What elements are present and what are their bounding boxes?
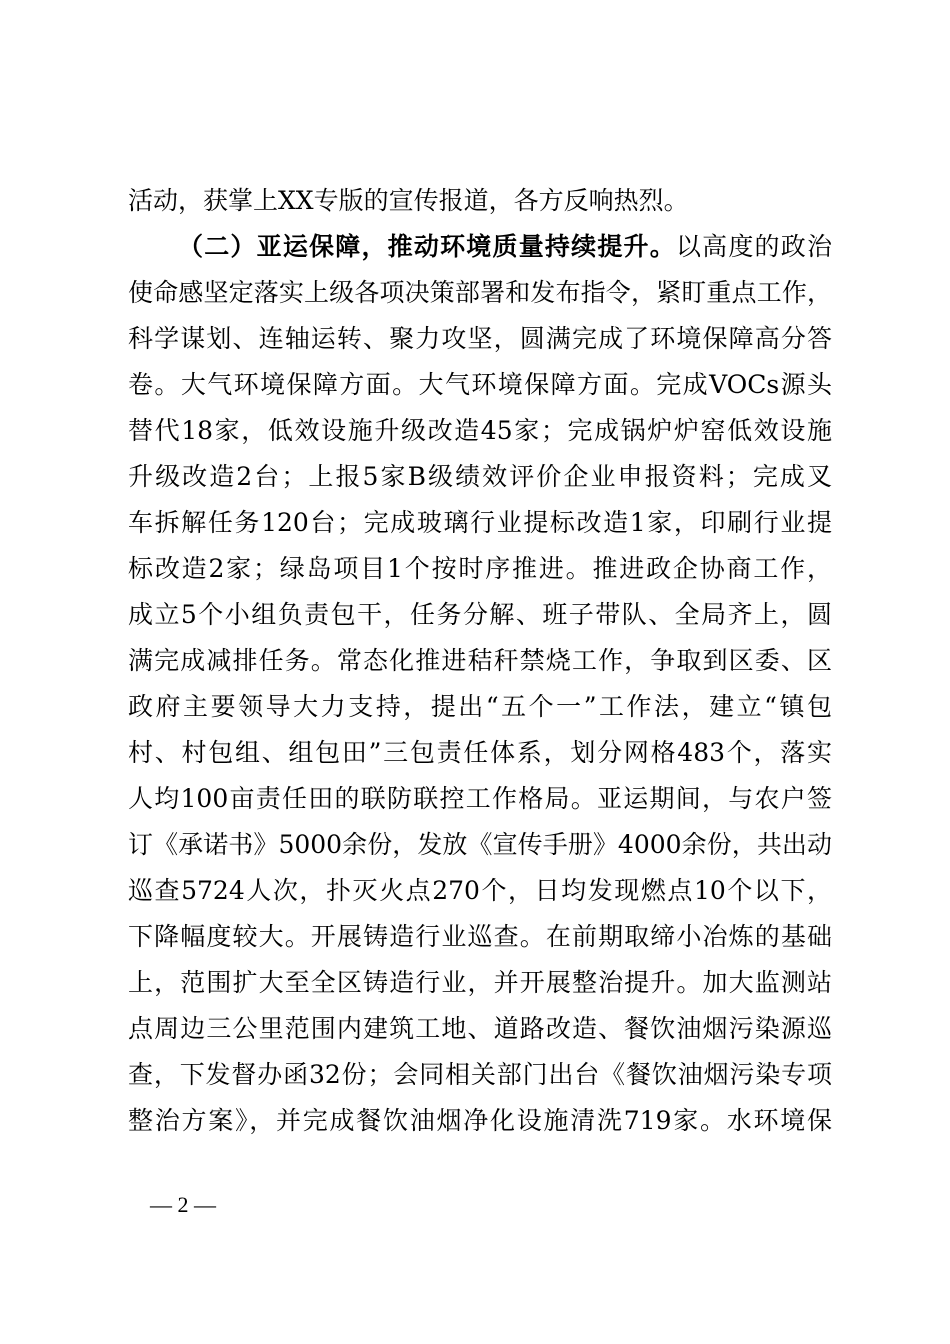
body-line-3: 使命感坚定落实上级各项决策部署和发布指令，紧盯重点工作， <box>128 278 832 307</box>
body-line-1: 活动，获掌上XX专版的宣传报道，各方反响热烈。 <box>128 186 689 215</box>
body-line-15: 订《承诺书》5000余份，发放《宣传手册》4000余份，共出动 <box>128 830 832 859</box>
body-line-4: 科学谋划、连轴运转、聚力攻坚，圆满完成了环境保障高分答 <box>128 324 832 353</box>
body-line-19: 点周边三公里范围内建筑工地、道路改造、餐饮油烟污染源巡 <box>128 1014 832 1043</box>
body-line-5: 卷。大气环境保障方面。大气环境保障方面。完成VOCs源头 <box>128 370 832 399</box>
section-heading-line <box>178 224 832 270</box>
body-line-13: 村、村包组、组包田”三包责任体系，划分网格483个，落实 <box>128 738 832 767</box>
body-line-12: 政府主要领导大力支持，提出“五个一”工作法，建立“镇包 <box>128 692 832 721</box>
body-line-21: 整治方案》，并完成餐饮油烟净化设施清洗719家。水环境保 <box>128 1106 832 1135</box>
body-line-14: 人均100亩责任田的联防联控工作格局。亚运期间，与农户签 <box>128 784 832 813</box>
body-line-16: 巡查5724人次，扑灭火点270个，日均发现燃点10个以下， <box>128 876 832 905</box>
body-line-10: 成立5个小组负责包干，任务分解、班子带队、全局齐上，圆 <box>128 600 832 629</box>
body-line-11: 满完成减排任务。常态化推进秸秆禁烧工作，争取到区委、区 <box>128 646 832 675</box>
section-heading-continuation: 以高度的政治 <box>675 232 832 261</box>
body-line-7: 升级改造2台；上报5家B级绩效评价企业申报资料；完成叉 <box>128 462 832 491</box>
body-line-9: 标改造2家；绿岛项目1个按时序推进。推进政企协商工作， <box>128 554 832 583</box>
body-line-17: 下降幅度较大。开展铸造行业巡查。在前期取缔小冶炼的基础 <box>128 922 832 951</box>
body-line-18: 上，范围扩大至全区铸造行业，并开展整治提升。加大监测站 <box>128 968 832 997</box>
section-heading: （二）亚运保障，推动环境质量持续提升。 <box>178 232 676 261</box>
page-number: — 2 — <box>150 1192 216 1217</box>
body-line-8: 车拆解任务120台；完成玻璃行业提标改造1家，印刷行业提 <box>128 508 832 537</box>
body-line-20: 查，下发督办函32份；会同相关部门出台《餐饮油烟污染专项 <box>128 1060 832 1089</box>
body-line-6: 替代18家，低效设施升级改造45家；完成锅炉炉窑低效设施 <box>128 416 832 445</box>
